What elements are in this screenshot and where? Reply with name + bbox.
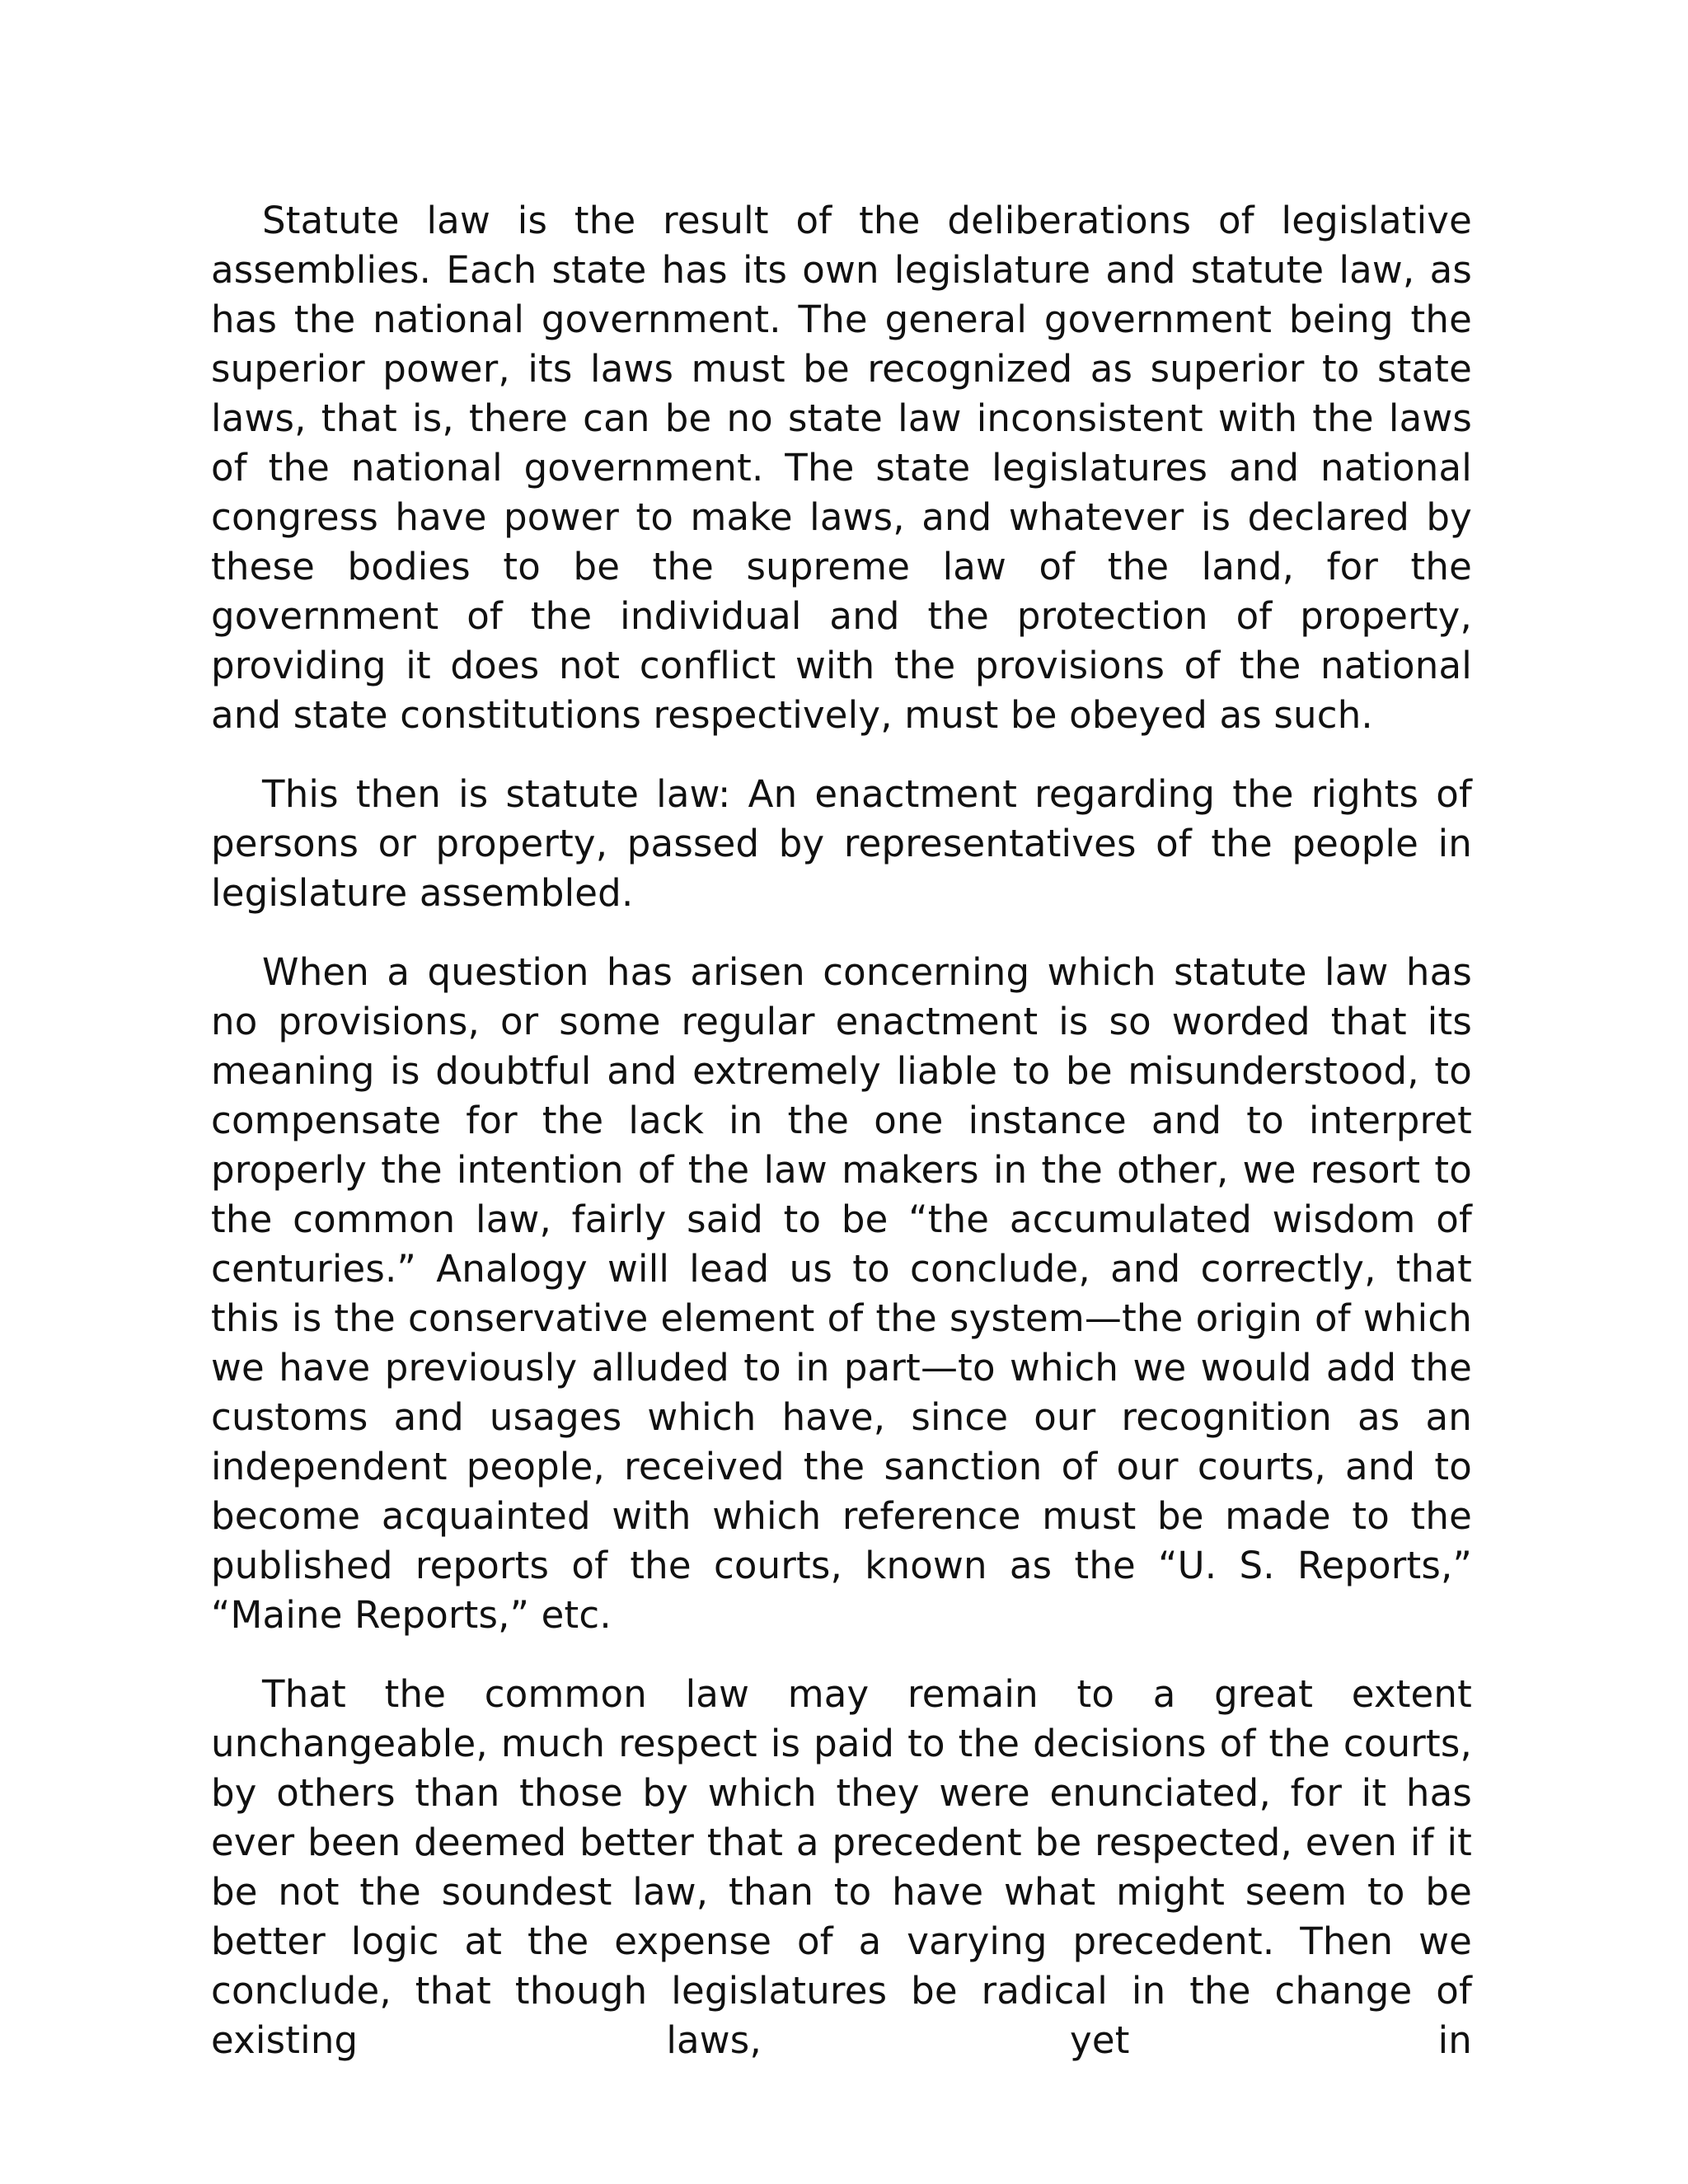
paragraph-precedent: That the common law may remain to a great extent unchangeable, much respect is paid to the decisions of the courts, by others than those by which they were enunciated, for it has ever been deemed better that a precedent be respected, even if it be not the soundest law, than to have what might seem to be better logic at the expense of a varying precedent. Then we conclude, that though legislatures be radical in the change of existing laws, yet in [211, 1672, 1472, 2062]
paragraph-statute-law: Statute law is the result of the deliberations of legislative assemblies. Each state has its own legislature and statute law, as has the national government. The general government being the superior power, its laws must be recognized as superior to state laws, that is, there can be no state law inconsistent with the laws of the national government. The state legislatures and national congress have power to make laws, and whatever is declared by these bodies to be the supreme law of the land, for the government of the individual and the protection of property, providing it does not conflict with the provisions of the national and state constitutions respectively, must be obeyed as such. [211, 199, 1472, 737]
paragraph-statute-definition: This then is statute law: An enactment regarding the rights of persons or property, passed by representatives of the people in legislature assembled. [211, 772, 1472, 915]
document-page [211, 196, 1472, 2095]
paragraph-common-law: When a question has arisen concerning which statute law has no provisions, or some regular enactment is so worded that its meaning is doubtful and extremely liable to be misunderstood, to compensate for the lack in the one instance and to interpret properly the intention of the law makers in the other, we resort to the common law, fairly said to be “the accumulated wisdom of centuries.” Analogy will lead us to conclude, and correctly, that this is the conservative element of the system—the origin of which we have previously alluded to in part—to which we would add the customs and usages which have, since our recognition as an independent people, received the sanction of our courts, and to become acquainted with which reference must be made to the published reports of the courts, known as the “U. S. Reports,” “Maine Reports,” etc. [211, 950, 1472, 1637]
